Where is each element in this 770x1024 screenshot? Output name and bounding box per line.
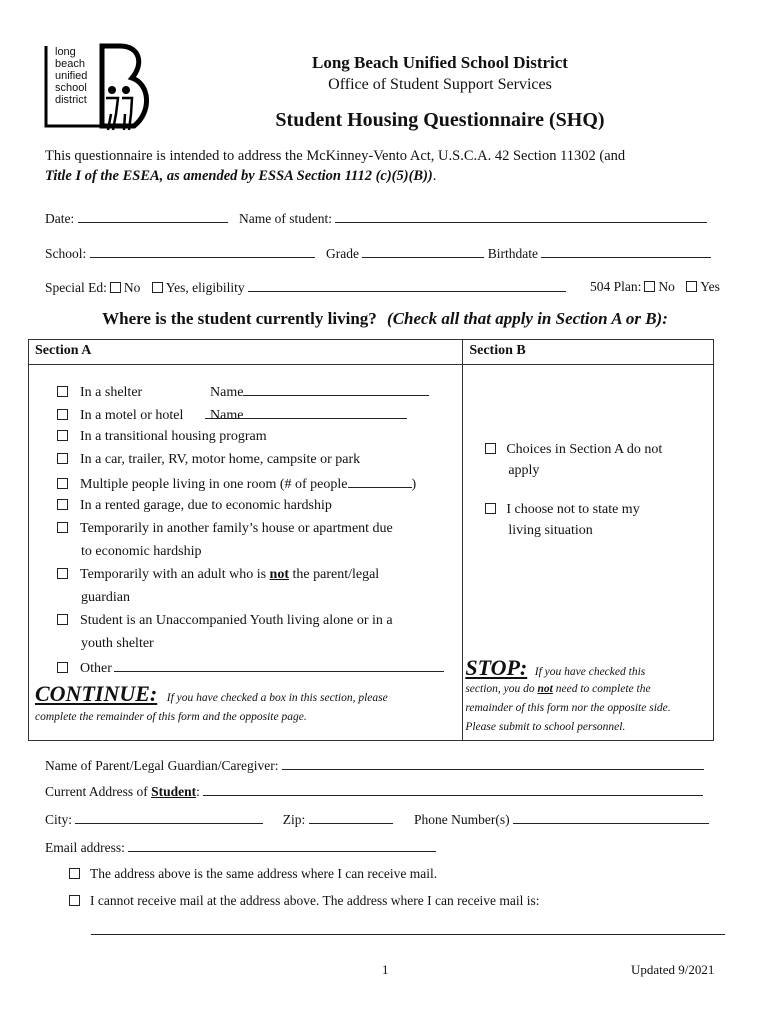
address-label-bold: Student bbox=[151, 784, 197, 799]
special-ed-no-checkbox[interactable] bbox=[110, 282, 121, 293]
option-label: Temporarily with an adult who is bbox=[80, 567, 270, 582]
option-label: Temporarily in another family’s house or apartment due bbox=[80, 521, 393, 536]
school-field[interactable] bbox=[90, 245, 315, 258]
email-label: Email address: bbox=[45, 840, 125, 855]
option-multiple bbox=[57, 475, 416, 493]
option-unaccompanied bbox=[57, 613, 393, 629]
same-address-row bbox=[66, 866, 437, 882]
question-hint: (Check all that apply in Section A or B): bbox=[387, 309, 668, 328]
plan504-yes-label: Yes bbox=[700, 279, 720, 294]
section-a bbox=[29, 365, 463, 741]
special-ed-no-label: No bbox=[123, 280, 141, 295]
option-label: Other bbox=[80, 661, 112, 676]
school-row bbox=[45, 245, 711, 262]
date-field[interactable] bbox=[78, 210, 228, 223]
unaccompanied-checkbox[interactable] bbox=[57, 614, 68, 625]
plan504-no-label: No bbox=[658, 279, 675, 294]
option-label: Student is an Unaccompanied Youth living alone or in a bbox=[80, 613, 393, 628]
address-field[interactable] bbox=[203, 783, 703, 796]
cannot-receive-label: I cannot receive mail at the address above. The address where I can receive mail is: bbox=[90, 893, 540, 908]
guardian-row bbox=[45, 757, 704, 774]
option-continuation: living situation bbox=[508, 523, 593, 538]
email-field[interactable] bbox=[128, 839, 436, 852]
stop-note bbox=[465, 655, 645, 681]
continue-text-2: complete the remainder of this form and the opposite page. bbox=[35, 711, 307, 723]
grade-label: Grade bbox=[326, 246, 359, 261]
living-question bbox=[0, 309, 770, 329]
logo-line: school bbox=[55, 82, 87, 94]
option-shelter bbox=[57, 383, 429, 401]
birthdate-field[interactable] bbox=[541, 245, 711, 258]
adult-checkbox[interactable] bbox=[57, 568, 68, 579]
no-apply-checkbox[interactable] bbox=[485, 443, 496, 454]
option-label: I choose not to state my bbox=[506, 502, 640, 517]
option-close: ) bbox=[411, 477, 417, 492]
option-car bbox=[57, 452, 360, 468]
guardian-field[interactable] bbox=[282, 757, 704, 770]
section-b bbox=[463, 365, 714, 741]
garage-checkbox[interactable] bbox=[57, 499, 68, 510]
shelter-name-field[interactable] bbox=[243, 383, 429, 396]
stop-text-post: need to complete the bbox=[552, 683, 651, 695]
office-name: Office of Student Support Services bbox=[328, 76, 552, 93]
other-field[interactable] bbox=[114, 659, 444, 672]
people-count-field[interactable] bbox=[348, 475, 412, 488]
car-checkbox[interactable] bbox=[57, 453, 68, 464]
stop-text-3: remainder of this form nor the opposite side. bbox=[465, 702, 671, 714]
intro-paragraph bbox=[45, 146, 735, 186]
plan504-row bbox=[590, 279, 720, 295]
option-continuation: youth shelter bbox=[81, 636, 154, 651]
continue-note bbox=[35, 681, 388, 707]
option-motel bbox=[57, 406, 407, 424]
option-choose-not bbox=[485, 502, 639, 518]
logo-line: district bbox=[55, 94, 87, 106]
shelter-checkbox[interactable] bbox=[57, 386, 68, 397]
option-continuation: guardian bbox=[81, 590, 130, 605]
city-label: City: bbox=[45, 812, 73, 827]
motel-checkbox[interactable] bbox=[57, 409, 68, 420]
intro-text: This questionnaire is intended to address the McKinney-Vento Act, U.S.C.A. 42 Section 11302 (and bbox=[45, 148, 626, 164]
option-label: In a motel or hotel bbox=[80, 408, 184, 423]
plan504-no-checkbox[interactable] bbox=[644, 281, 655, 292]
school-label: School: bbox=[45, 246, 87, 261]
page-number: 1 bbox=[382, 962, 389, 977]
city-row bbox=[45, 811, 709, 828]
address-row bbox=[45, 783, 703, 800]
stop-word: STOP: bbox=[465, 655, 528, 680]
same-address-checkbox[interactable] bbox=[69, 868, 80, 879]
mailing-address-field[interactable] bbox=[91, 933, 725, 935]
form-title: Student Housing Questionnaire (SHQ) bbox=[275, 109, 605, 131]
option-garage bbox=[57, 498, 332, 514]
stop-text-pre: section, you do bbox=[465, 683, 538, 695]
special-ed-label: Special Ed: bbox=[45, 280, 107, 295]
student-name-field[interactable] bbox=[335, 210, 707, 223]
other-checkbox[interactable] bbox=[57, 662, 68, 673]
logo-line: unified bbox=[55, 70, 88, 82]
question-main: Where is the student currently living? bbox=[102, 309, 377, 328]
plan504-yes-checkbox[interactable] bbox=[686, 281, 697, 292]
phone-field[interactable] bbox=[513, 811, 709, 824]
option-no-apply bbox=[485, 442, 662, 458]
cannot-receive-row bbox=[66, 893, 540, 909]
option-continuation: to economic hardship bbox=[81, 544, 202, 559]
option-label: Choices in Section A do not bbox=[506, 442, 663, 457]
logo-line: beach bbox=[55, 58, 85, 70]
option-label: In a car, trailer, RV, motor home, campsite or park bbox=[80, 452, 361, 467]
special-ed-yes-checkbox[interactable] bbox=[152, 282, 163, 293]
special-ed-row bbox=[45, 279, 566, 296]
special-ed-yes-label: Yes, eligibility bbox=[165, 280, 245, 295]
birthdate-label: Birthdate bbox=[487, 246, 538, 261]
updated-date: Updated 9/2021 bbox=[631, 962, 715, 977]
sections-table bbox=[28, 339, 714, 741]
district-name: Long Beach Unified School District bbox=[312, 53, 568, 72]
grade-field[interactable] bbox=[362, 245, 484, 258]
option-extra: Name bbox=[210, 408, 244, 423]
intro-italic: Title I of the ESEA, as amended by ESSA Section 1112 (c)(5)(B)) bbox=[45, 168, 433, 184]
email-row bbox=[45, 839, 436, 856]
option-another-family bbox=[57, 521, 393, 537]
stop-text-bold: not bbox=[537, 683, 553, 695]
option-label: In a transitional housing program bbox=[80, 429, 267, 444]
date-row bbox=[45, 210, 707, 227]
zip-label: Zip: bbox=[282, 812, 306, 827]
option-label-post: the parent/legal bbox=[289, 567, 380, 582]
plan504-label: 504 Plan: bbox=[590, 279, 642, 294]
same-address-label: The address above is the same address where I can receive mail. bbox=[90, 866, 438, 881]
option-bold: not bbox=[269, 567, 289, 582]
transitional-checkbox[interactable] bbox=[57, 430, 68, 441]
phone-label: Phone Number(s) bbox=[414, 812, 510, 827]
choose-not-checkbox[interactable] bbox=[485, 503, 496, 514]
option-transitional bbox=[57, 429, 267, 445]
date-label: Date: bbox=[45, 211, 75, 226]
eligibility-field[interactable] bbox=[248, 279, 566, 292]
student-name-label: Name of student: bbox=[239, 211, 332, 226]
cannot-receive-checkbox[interactable] bbox=[69, 895, 80, 906]
continue-word: CONTINUE: bbox=[35, 681, 158, 706]
option-continuation: apply bbox=[508, 463, 540, 478]
intro-end: . bbox=[432, 168, 437, 184]
guardian-label: Name of Parent/Legal Guardian/Caregiver: bbox=[45, 758, 279, 773]
option-label: In a rented garage, due to economic hardship bbox=[80, 498, 332, 513]
address-label: Current Address of bbox=[45, 784, 152, 799]
another-family-checkbox[interactable] bbox=[57, 522, 68, 533]
option-label: Multiple people living in one room (# of people bbox=[80, 477, 348, 492]
zip-field[interactable] bbox=[309, 811, 393, 824]
address-label-colon: : bbox=[196, 784, 200, 799]
option-label: In a shelter bbox=[80, 385, 143, 400]
option-other bbox=[57, 659, 444, 677]
motel-name-field[interactable] bbox=[205, 406, 407, 419]
stop-text-4: Please submit to school personnel. bbox=[465, 721, 626, 733]
section-b-heading: Section B bbox=[463, 340, 714, 365]
section-a-heading: Section A bbox=[29, 340, 463, 365]
multiple-checkbox[interactable] bbox=[57, 478, 68, 489]
stop-text-2 bbox=[465, 683, 650, 695]
city-field[interactable] bbox=[75, 811, 263, 824]
stop-text: If you have checked this bbox=[534, 666, 646, 678]
option-adult bbox=[57, 567, 379, 583]
option-extra: Name bbox=[210, 385, 244, 400]
continue-text: If you have checked a box in this section, please bbox=[166, 692, 388, 704]
logo-line: long bbox=[55, 46, 76, 58]
